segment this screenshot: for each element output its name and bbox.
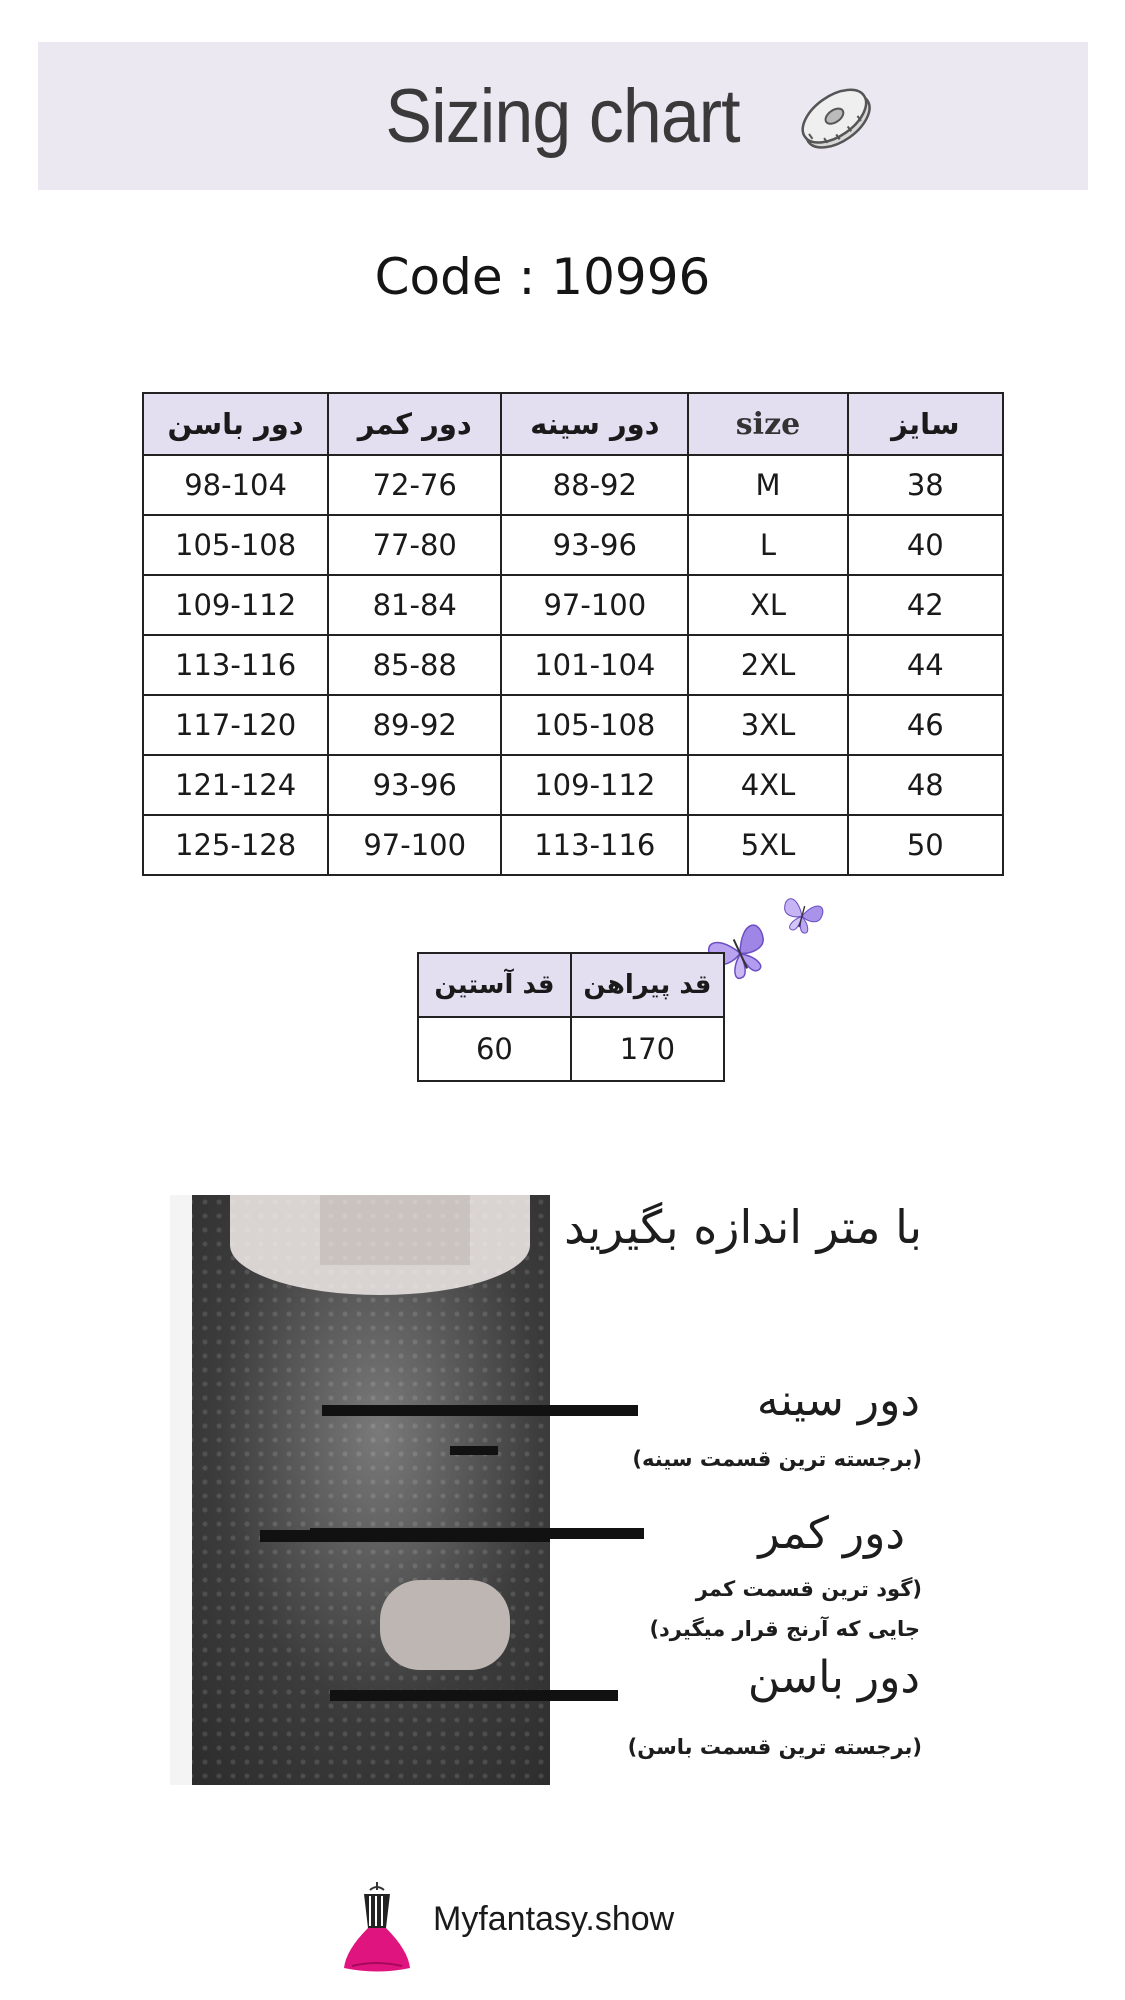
measure-instructions-title: با متر اندازه بگیرید <box>564 1200 922 1254</box>
size-number: 46 <box>848 695 1003 755</box>
bust-value: 113-116 <box>501 815 688 875</box>
dress-length-value: 170 <box>571 1017 724 1081</box>
butterfly-icon-small <box>778 892 826 940</box>
header-hip: دور باسن <box>143 393 328 455</box>
waist-value: 93-96 <box>328 755 501 815</box>
length-table-header-row <box>418 953 724 1017</box>
bust-value: 105-108 <box>501 695 688 755</box>
hip-value: 117-120 <box>143 695 328 755</box>
banner-title: Sizing chart <box>385 73 741 159</box>
length-table-row <box>418 1017 724 1081</box>
size-number: 42 <box>848 575 1003 635</box>
waist-note-1: (گود ترین قسمت کمر <box>695 1577 922 1601</box>
hip-value: 105-108 <box>143 515 328 575</box>
size-table <box>142 392 1004 876</box>
size-letter: 3XL <box>688 695 847 755</box>
size-table-row <box>143 815 1003 875</box>
waist-note-2: جایی که آرنج قرار میگیرد) <box>649 1617 920 1641</box>
hip-value: 109-112 <box>143 575 328 635</box>
hip-measure-line <box>330 1690 618 1701</box>
hip-note: (برجسته ترین قسمت باسن) <box>627 1735 922 1759</box>
size-letter: M <box>688 455 847 515</box>
waist-label: دور کمر <box>758 1508 905 1559</box>
hip-value: 98-104 <box>143 455 328 515</box>
hip-value: 125-128 <box>143 815 328 875</box>
header-waist: دور کمر <box>328 393 501 455</box>
size-number: 44 <box>848 635 1003 695</box>
waist-value: 81-84 <box>328 575 501 635</box>
size-letter: 5XL <box>688 815 847 875</box>
waist-value: 97-100 <box>328 815 501 875</box>
waist-value: 77-80 <box>328 515 501 575</box>
bust-value: 88-92 <box>501 455 688 515</box>
bust-measure-mark <box>450 1446 498 1455</box>
size-letter: L <box>688 515 847 575</box>
bust-label: دور سینه <box>756 1375 920 1426</box>
size-letter: 4XL <box>688 755 847 815</box>
size-letter: 2XL <box>688 635 847 695</box>
bust-value: 93-96 <box>501 515 688 575</box>
hip-value: 121-124 <box>143 755 328 815</box>
size-table-header-row <box>143 393 1003 455</box>
product-code: Code : 10996 <box>374 248 711 306</box>
sizing-chart-banner <box>38 42 1088 190</box>
brand-name: Myfantasy.show <box>433 1900 675 1938</box>
size-table-row <box>143 575 1003 635</box>
size-number: 48 <box>848 755 1003 815</box>
size-number: 38 <box>848 455 1003 515</box>
waist-measure-line <box>310 1528 644 1539</box>
size-table-row <box>143 755 1003 815</box>
size-number: 40 <box>848 515 1003 575</box>
size-table-row <box>143 455 1003 515</box>
header-dress-length: قد پیراهن <box>571 953 724 1017</box>
size-letter: XL <box>688 575 847 635</box>
size-number: 50 <box>848 815 1003 875</box>
measuring-tape-icon <box>790 72 880 162</box>
length-table <box>417 952 725 1082</box>
size-table-row <box>143 695 1003 755</box>
header-bust: دور سینه <box>501 393 688 455</box>
size-table-row <box>143 635 1003 695</box>
hip-label: دور باسن <box>747 1652 920 1703</box>
header-sleeve-length: قد آستین <box>418 953 571 1017</box>
waist-value: 85-88 <box>328 635 501 695</box>
bust-measure-line <box>322 1405 638 1416</box>
header-size: size <box>688 393 847 455</box>
waist-value: 72-76 <box>328 455 501 515</box>
size-table-row <box>143 515 1003 575</box>
waist-value: 89-92 <box>328 695 501 755</box>
hip-value: 113-116 <box>143 635 328 695</box>
dress-logo-icon <box>342 1880 412 1975</box>
bust-value: 97-100 <box>501 575 688 635</box>
bust-note: (برجسته ترین قسمت سینه) <box>632 1447 922 1471</box>
bust-value: 101-104 <box>501 635 688 695</box>
bust-value: 109-112 <box>501 755 688 815</box>
sleeve-length-value: 60 <box>418 1017 571 1081</box>
header-size-number: سایز <box>848 393 1003 455</box>
